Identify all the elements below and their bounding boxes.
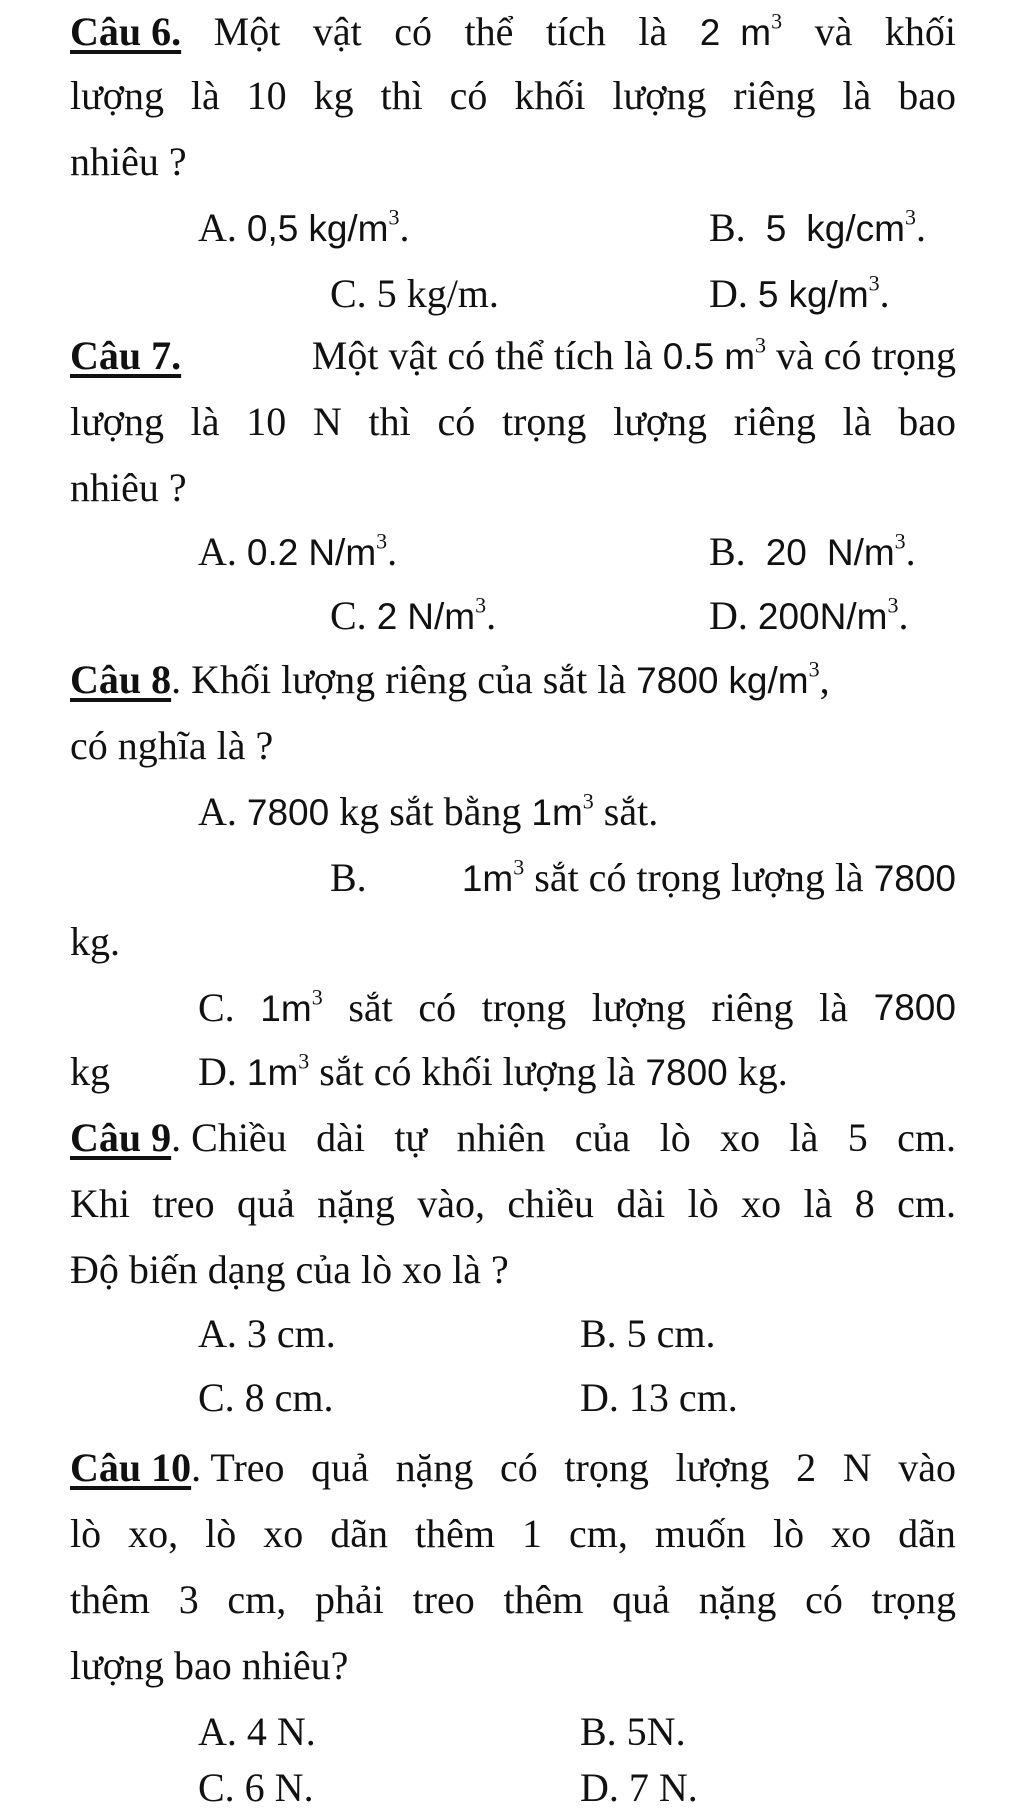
word: xo xyxy=(720,1115,761,1160)
word: riêng xyxy=(733,73,816,118)
word: là xyxy=(190,399,220,444)
word: là xyxy=(789,1115,819,1160)
word: kg xyxy=(313,73,354,118)
question-10-line-1: Câu 10. Treo quả nặng có trọng lượng 2 N vào xyxy=(70,1436,956,1500)
question-10-line-4: lượng bao nhiêu? xyxy=(70,1643,349,1688)
q6-option-b[interactable]: B. 5 $kg/cm^3$. xyxy=(709,204,926,250)
question-9-heading: Câu 9 xyxy=(70,1115,172,1160)
q9-option-d[interactable]: D. 13 cm. xyxy=(580,1375,738,1420)
word: 8 xyxy=(854,1181,875,1226)
q7-option-b[interactable]: B. 20 $N/m^3$. xyxy=(709,528,916,574)
word: có xyxy=(499,1445,538,1490)
q8-value: 7800 xyxy=(636,660,719,701)
q8-option-d[interactable]: D. $1m^3$ sắt có khối lượng là 7800 kg. xyxy=(198,1048,788,1094)
word: cm, xyxy=(569,1511,628,1556)
word: của xyxy=(574,1115,631,1160)
word: lượng xyxy=(675,1445,770,1490)
word: trọng xyxy=(501,399,587,444)
q10-option-d[interactable]: D. 7 N. xyxy=(580,1765,698,1810)
q7-text: Một vật có thể tích là 0.5 $m^3$ và có trọng xyxy=(311,332,956,378)
word: treo xyxy=(152,1181,215,1226)
question-10-line-3 xyxy=(70,1568,956,1632)
word: 5 xyxy=(847,1115,868,1160)
word: trọng xyxy=(564,1445,649,1490)
word: cm. xyxy=(897,1181,956,1226)
q9-option-c[interactable]: C. 8 cm. xyxy=(198,1375,334,1420)
word: lò xyxy=(659,1115,691,1160)
word: 10 xyxy=(246,399,287,444)
question-7-line-3: nhiêu ? xyxy=(70,465,187,510)
question-9-line-1: Câu 9. Chiều dài tự nhiên của lò xo là 5 cm. xyxy=(70,1106,956,1170)
question-9-line-2 xyxy=(70,1172,956,1236)
word: có xyxy=(437,399,476,444)
word: vật xyxy=(312,9,362,54)
word: lò xyxy=(687,1181,719,1226)
word: dãn xyxy=(330,1511,389,1556)
word: quả xyxy=(311,1445,369,1490)
word: vào, xyxy=(417,1181,485,1226)
question-10-line-2 xyxy=(70,1502,956,1566)
word: 2 xyxy=(796,1445,817,1490)
word: nặng xyxy=(698,1577,777,1622)
q6-volume: 2 $m^3$ xyxy=(699,8,783,53)
q6-option-a[interactable]: A. 0,5 $kg/m^3$. xyxy=(198,204,410,250)
word: dài xyxy=(316,1115,365,1160)
word: bao xyxy=(898,73,956,118)
word: lượng xyxy=(613,399,708,444)
word: 10 xyxy=(246,73,287,118)
word: tích xyxy=(545,9,606,54)
word: có xyxy=(805,1577,843,1622)
q6-option-c[interactable]: C. 5 kg/m. xyxy=(330,271,499,316)
word: lượng xyxy=(612,73,707,118)
word: phải xyxy=(314,1577,384,1622)
word: riêng xyxy=(733,399,816,444)
word: xo xyxy=(831,1511,872,1556)
word: thì xyxy=(368,399,411,444)
word: quả xyxy=(236,1181,295,1226)
word: trọng xyxy=(871,1577,956,1622)
q10-option-b[interactable]: B. 5N. xyxy=(580,1709,686,1754)
word: vào xyxy=(898,1445,956,1490)
question-9-line-3: Độ biến dạng của lò xo là ? xyxy=(70,1247,509,1292)
word: thêm xyxy=(70,1577,150,1622)
q9-option-a[interactable]: A. 3 cm. xyxy=(198,1311,336,1356)
q8-option-c-continued: kg xyxy=(70,1049,110,1094)
word: là xyxy=(638,9,668,54)
q7-option-c[interactable]: C. 2 $N/m^3$. xyxy=(330,592,497,638)
word: là xyxy=(190,73,220,118)
q8-option-c[interactable]: C. $1m^3$ sắt có trọng lượng riêng là 7800 xyxy=(198,984,956,1030)
word: Khi xyxy=(70,1181,130,1226)
question-7-line-2 xyxy=(70,390,956,454)
word: lò xyxy=(773,1511,805,1556)
word: bao xyxy=(898,399,956,444)
word: thêm xyxy=(415,1511,495,1556)
word: lượng xyxy=(70,399,164,444)
question-6-line-3: nhiêu ? xyxy=(70,139,187,184)
word: khối xyxy=(514,73,586,118)
word: nhiên xyxy=(456,1115,546,1160)
word: nặng xyxy=(317,1181,395,1226)
word: 1 xyxy=(522,1511,542,1556)
word: có xyxy=(449,73,488,118)
word: xo xyxy=(263,1511,304,1556)
word: quả xyxy=(612,1577,670,1622)
word: cm. xyxy=(897,1115,956,1160)
q10-option-c[interactable]: C. 6 N. xyxy=(198,1765,314,1810)
word: xo, xyxy=(128,1511,179,1556)
word: là xyxy=(842,399,872,444)
word: dài xyxy=(616,1181,666,1226)
question-7-heading: Câu 7. xyxy=(70,333,182,378)
word: 3 xyxy=(178,1577,199,1622)
word: N xyxy=(842,1445,872,1490)
word: nặng xyxy=(395,1445,474,1490)
word: tự xyxy=(394,1115,428,1160)
question-10-heading: Câu 10 xyxy=(70,1445,192,1490)
word: là xyxy=(803,1181,833,1226)
word: khối xyxy=(884,9,956,54)
word: lò xyxy=(205,1511,237,1556)
word: thêm xyxy=(503,1577,584,1622)
q7-option-a[interactable]: A. 0.2 $N/m^3$. xyxy=(198,528,398,574)
question-8-heading: Câu 8 xyxy=(70,657,172,702)
word: là xyxy=(842,73,872,118)
question-6-heading: Câu 6. xyxy=(70,9,182,54)
question-7-line-1 xyxy=(70,324,956,388)
word: chiều xyxy=(507,1181,594,1226)
q8-option-b-continued: kg. xyxy=(70,919,120,964)
word: dãn xyxy=(898,1511,956,1556)
word: cm, xyxy=(227,1577,287,1622)
question-6-line-2 xyxy=(70,64,956,128)
word: lò xyxy=(70,1511,102,1556)
word: có xyxy=(394,9,432,54)
q9-option-b[interactable]: B. 5 cm. xyxy=(580,1311,716,1356)
q6-option-d[interactable]: D. 5 $kg/m^3$. xyxy=(709,270,890,316)
question-8-line-2: có nghĩa là ? xyxy=(70,723,274,768)
question-8-line-1: Câu 8. Khối lượng riêng của sắt là 7800 $kg/m^3$, xyxy=(70,656,830,702)
word: thể xyxy=(464,9,514,54)
q8-text: . Khối lượng riêng của sắt là xyxy=(171,657,627,702)
word: và xyxy=(814,9,853,54)
q10-option-a[interactable]: A. 4 N. xyxy=(198,1709,316,1754)
word: thì xyxy=(380,73,423,118)
word: N xyxy=(312,399,342,444)
q8-option-a[interactable]: A. 7800 kg sắt bằng $1m^3$ sắt. xyxy=(198,788,659,834)
word: treo xyxy=(412,1577,475,1622)
word: xo xyxy=(741,1181,782,1226)
word: lượng xyxy=(70,73,164,118)
question-6-line-1 xyxy=(70,0,956,64)
word: muốn xyxy=(654,1511,746,1556)
q7-option-d[interactable]: D. $200N/m^3$. xyxy=(709,592,909,638)
q8-option-b[interactable]: B. $1m^3$ sắt có trọng lượng là 7800 xyxy=(330,854,956,900)
word: Một xyxy=(213,9,281,54)
